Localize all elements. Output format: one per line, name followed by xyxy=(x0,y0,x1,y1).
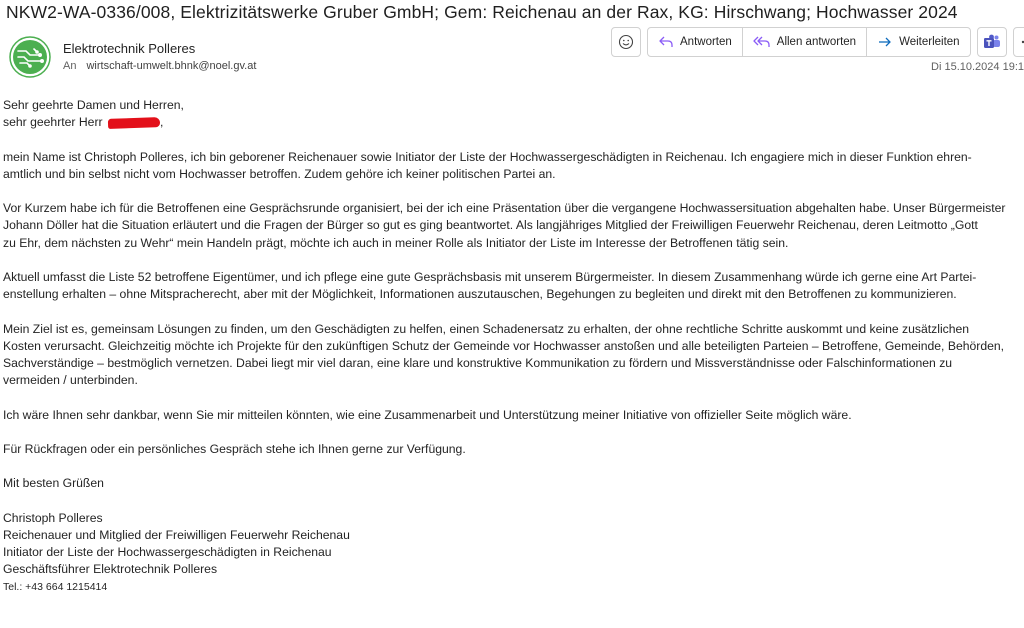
message-toolbar xyxy=(611,27,1024,57)
teams-share-button[interactable] xyxy=(978,28,1006,56)
paragraph-5: Ich wäre Ihnen sehr dankbar, wenn Sie mir mitteilen könnten, wie eine Zusammenarbeit und Unterstützung meiner Initiative von offizieller Seite möglich wäre. xyxy=(3,407,852,422)
recipient-address[interactable]: wirtschaft-umwelt.bhnk@noel.gv.at xyxy=(86,60,257,72)
teams-group xyxy=(977,27,1007,57)
signature-line: Initiator der Liste der Hochwassergeschädigten in Reichenau xyxy=(3,545,332,560)
phone-number[interactable]: Tel.: +43 664 1215414 xyxy=(3,580,108,593)
forward-icon xyxy=(877,35,893,49)
greeting-line-1: Sehr geehrte Damen und Herren, xyxy=(3,98,184,112)
paragraph-1: mein Name ist Christoph Polleres, ich bin geborener Reichenauer sowie Initiator der Liste der Hochwassergeschädigten in Reichenau. Ich engagiere mich in dieser Funktion ehren- amtlich und bin selbst nicht vom Hochwasser betroffen. Zudem gehöre ich keiner politischen Partei an. xyxy=(3,149,972,181)
emoji-reaction-button[interactable] xyxy=(612,28,640,56)
emoji-group xyxy=(611,27,641,57)
forward-label: Weiterleiten xyxy=(899,36,960,48)
reply-icon xyxy=(658,35,674,49)
signature-line: Reichenauer und Mitglied der Freiwilligen Feuerwehr Reichenau xyxy=(3,527,350,542)
to-label: An xyxy=(63,60,77,72)
reply-all-button[interactable] xyxy=(743,28,867,56)
reply-all-label: Allen antworten xyxy=(776,36,857,48)
circuit-logo-icon xyxy=(9,36,51,78)
email-date: Di 15.10.2024 19:1 xyxy=(931,61,1024,73)
paragraph-6: Für Rückfragen oder ein persönliches Gespräch stehe ich Ihnen gerne zur Verfügung. xyxy=(3,441,466,456)
reply-group xyxy=(647,27,971,57)
sender-name[interactable]: Elektrotechnik Polleres xyxy=(63,41,196,56)
sender-avatar[interactable] xyxy=(9,36,51,78)
paragraph-2: Vor Kurzem habe ich für die Betroffenen eine Gesprächsrunde organisiert, bei der ich eine Präsentation über die vergangene Hochwassersituation abgehalten habe. Unser Bürgermeister Johann Döller hat die Situation erläutert und die Fragen der Bürger so gut es ging beantwortet. Als langjähriges Mitglied der Freiwilligen Feuerwehr Reichenau, deren Leitmotto „Gott zu Ehr, dem nächsten zu Wehr“ mein Handeln prägt, möchte ich auch in meiner Rolle als Initiator der Liste im Interesse der Betroffenen tätig sein. xyxy=(3,201,1006,250)
paragraph-3: Aktuell umfasst die Liste 52 betroffene Eigentümer, und ich pflege eine gute Gesprächsbasis mit unserem Bürgermeister. In diesem Zusammenhang würde ich gerne eine Art Partei- enstellung erhalten – ohne Mitspracherecht, aber mit der Möglichkeit, Informationen auszutauschen, Begehungen zu begleiten und direkt mit den Betroffenen zu kommunizieren. xyxy=(3,269,977,302)
more-actions-button[interactable] xyxy=(1014,28,1024,56)
reply-all-icon xyxy=(753,35,771,49)
paragraph-4: Mein Ziel ist es, gemeinsam Lösungen zu finden, um den Geschädigten zu helfen, einen Schadenersatz zu erhalten, der ohne rechtliche Schritte auskommt und keine zusätzlichen Kosten verursacht. Gleichzeitig möchte ich Projekte für den zukünftigen Schutz der Gemeinde vor Hochwasser anstoßen und alle beteiligten Parteien – Betroffene, Gemeinde, Behörden, Sachverständige – bestmöglich vernetzen. Dabei liegt mir viel daran, eine klare und konstruktive Kommunikation zu fördern und Missverständnisse oder Falschinformationen zu vermeiden / unterbinden. xyxy=(3,321,1005,388)
signature-line: Geschäftsführer Elektrotechnik Polleres xyxy=(3,562,218,577)
closing: Mit besten Grüßen xyxy=(3,476,104,491)
redaction-mark xyxy=(108,117,160,129)
email-body xyxy=(3,97,1024,596)
signature-block xyxy=(3,510,1024,596)
forward-button[interactable] xyxy=(867,28,970,56)
teams-icon xyxy=(983,34,1001,50)
recipient-line xyxy=(63,60,256,72)
signature-line: Christoph Polleres xyxy=(3,510,103,525)
reply-label: Antworten xyxy=(680,36,732,48)
more-icon xyxy=(1020,34,1024,50)
more-group xyxy=(1013,27,1024,57)
greeting-line-2: sehr geehrter Herr , xyxy=(3,115,164,130)
reply-button[interactable] xyxy=(648,28,743,56)
smiley-icon xyxy=(618,34,634,50)
email-subject: NKW2-WA-0336/008, Elektrizitätswerke Gruber GmbH; Gem: Reichenau an der Rax, KG: Hirschwang; Hochwasser 2024 xyxy=(6,2,958,22)
